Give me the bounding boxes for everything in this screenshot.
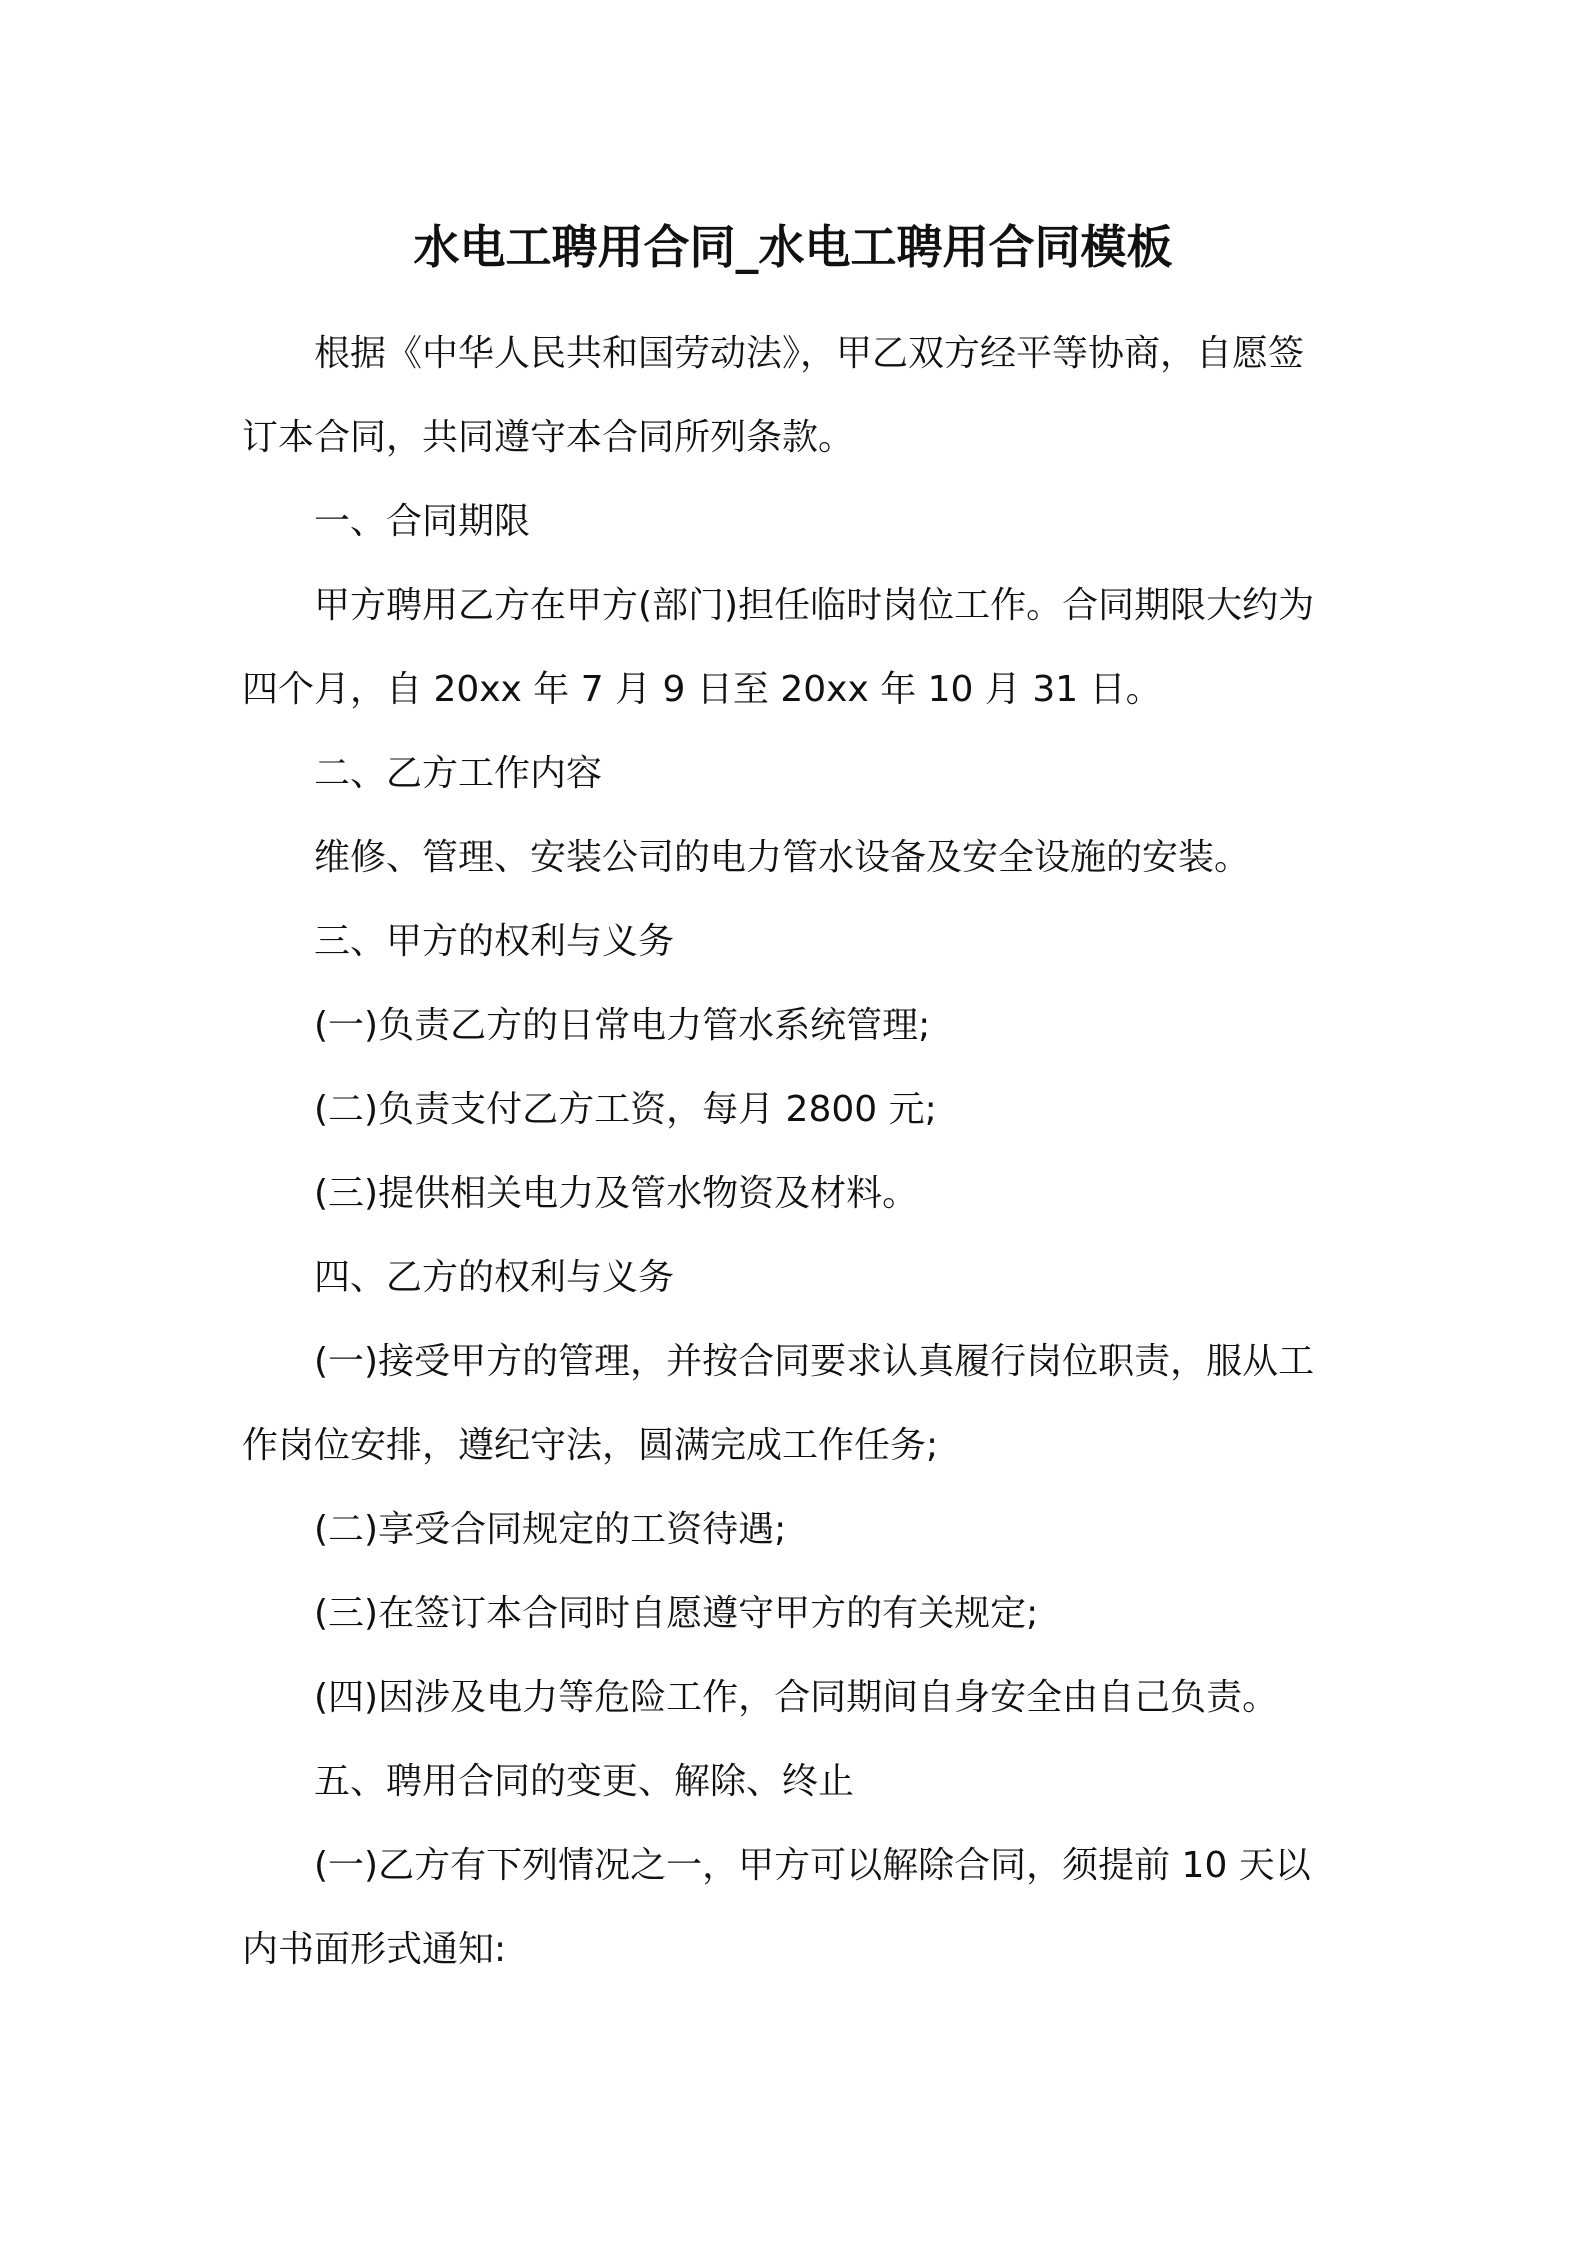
section-1-heading — [242, 480, 1346, 564]
section-4-item-2 — [242, 1488, 1346, 1572]
section-1-body-line-2: 四个月，自 20xx 年 7 月 9 日至 20xx 年 10 月 31 日。 — [242, 669, 1162, 710]
list-item-line-1: (一)接受甲方的管理，并按合同要求认真履行岗位职责，服从工 — [314, 1341, 1315, 1382]
section-3-item-1 — [242, 984, 1346, 1068]
intro-line-1: 根据《中华人民共和国劳动法》，甲乙双方经平等协商，自愿签 — [314, 333, 1305, 374]
section-2-heading — [242, 732, 1346, 816]
section-heading: 五、聘用合同的变更、解除、终止 — [314, 1761, 855, 1802]
list-item-line-2: 内书面形式通知: — [242, 1929, 507, 1970]
list-item: (四)因涉及电力等危险工作，合同期间自身安全由自己负责。 — [314, 1677, 1279, 1718]
section-1-body — [242, 564, 1346, 732]
list-item: (二)负责支付乙方工资，每月 2800 元; — [314, 1089, 937, 1130]
intro-line-2: 订本合同，共同遵守本合同所列条款。 — [242, 417, 855, 458]
list-item-line-1: (一)乙方有下列情况之一，甲方可以解除合同，须提前 10 天以 — [314, 1845, 1311, 1886]
section-heading: 三、甲方的权利与义务 — [314, 921, 675, 962]
section-2-body — [242, 816, 1346, 900]
section-5-heading — [242, 1740, 1346, 1824]
section-4-item-3 — [242, 1572, 1346, 1656]
list-item: (二)享受合同规定的工资待遇; — [314, 1509, 787, 1550]
section-3-heading — [242, 900, 1346, 984]
section-5-item-1 — [242, 1824, 1346, 1992]
section-4-item-1 — [242, 1320, 1346, 1488]
list-item: (一)负责乙方的日常电力管水系统管理; — [314, 1005, 931, 1046]
document-title: 水电工聘用合同_水电工聘用合同模板 — [413, 220, 1173, 274]
section-3-item-2 — [242, 1068, 1346, 1152]
section-3-item-3 — [242, 1152, 1346, 1236]
section-1-body-line-1: 甲方聘用乙方在甲方(部门)担任临时岗位工作。合同期限大约为 — [314, 585, 1315, 626]
section-heading: 四、乙方的权利与义务 — [314, 1257, 675, 1298]
list-item-line-2: 作岗位安排，遵纪守法，圆满完成工作任务; — [242, 1425, 939, 1466]
section-4-item-4 — [242, 1656, 1346, 1740]
section-heading: 一、合同期限 — [314, 501, 531, 542]
section-heading: 二、乙方工作内容 — [314, 753, 603, 794]
intro-paragraph — [242, 312, 1346, 480]
list-item: (三)在签订本合同时自愿遵守甲方的有关规定; — [314, 1593, 1039, 1634]
section-4-heading — [242, 1236, 1346, 1320]
section-2-body-line: 维修、管理、安装公司的电力管水设备及安全设施的安装。 — [314, 837, 1251, 878]
list-item: (三)提供相关电力及管水物资及材料。 — [314, 1173, 919, 1214]
